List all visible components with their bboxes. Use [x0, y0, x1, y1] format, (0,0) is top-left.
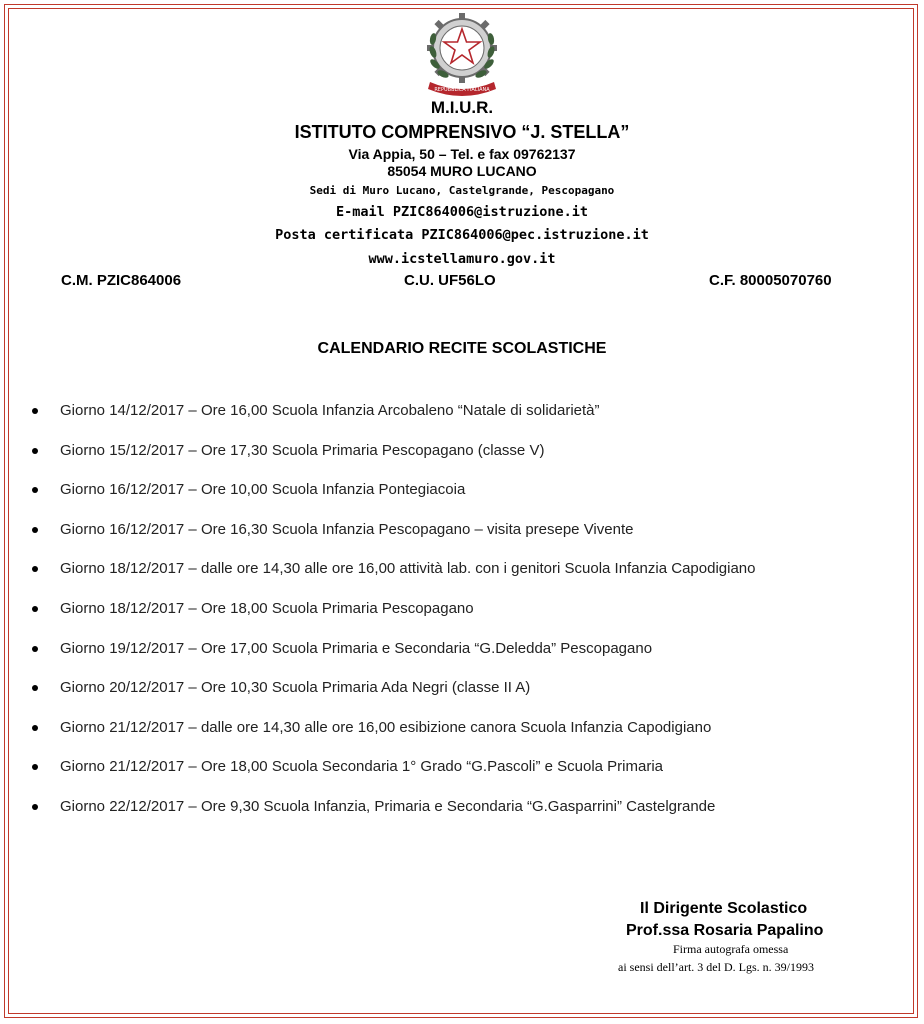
- school-email: E-mail PZIC864006@istruzione.it: [336, 204, 588, 220]
- list-item: [0, 677, 924, 717]
- list-item: [0, 796, 924, 836]
- list-item: [0, 400, 924, 440]
- event-text: Giorno 16/12/2017 – Ore 10,00 Scuola Infanzia Pontegiacoia: [60, 481, 466, 499]
- signature-legal-note: ai sensi dell’art. 3 del D. Lgs. n. 39/1993: [618, 960, 814, 974]
- event-text: Giorno 19/12/2017 – Ore 17,00 Scuola Primaria e Secondaria “G.Deledda” Pescopagano: [60, 639, 653, 657]
- list-item: [0, 440, 924, 480]
- event-text: Giorno 18/12/2017 – Ore 18,00 Scuola Primaria Pescopagano: [60, 599, 474, 617]
- school-city: 85054 MURO LUCANO: [387, 163, 537, 179]
- event-text: Giorno 22/12/2017 – Ore 9,30 Scuola Infanzia, Primaria e Secondaria “G.Gasparrini” Castelgrande: [60, 797, 716, 815]
- school-website: www.icstellamuro.gov.it: [368, 251, 556, 267]
- document-title: CALENDARIO RECITE SCOLASTICHE: [317, 340, 607, 357]
- school-cf-code: C.F. 80005070760: [709, 272, 832, 289]
- event-text: Giorno 21/12/2017 – Ore 18,00 Scuola Secondaria 1° Grado “G.Pascoli” e Scuola Primaria: [60, 758, 663, 776]
- event-text: Giorno 21/12/2017 – dalle ore 14,30 alle ore 16,00 esibizione canora Scuola Infanzia Capodigiano: [60, 718, 712, 736]
- bullet-icon: [32, 804, 38, 810]
- list-item: [0, 756, 924, 796]
- bullet-icon: [32, 606, 38, 612]
- bullet-icon: [32, 764, 38, 770]
- signature-note: Firma autografa omessa: [673, 942, 789, 956]
- list-item: [0, 598, 924, 638]
- list-item: [0, 558, 924, 598]
- school-pec: Posta certificata PZIC864006@pec.istruzione.it: [275, 227, 649, 243]
- bullet-icon: [32, 527, 38, 533]
- bullet-icon: [32, 487, 38, 493]
- school-cu-code: C.U. UF56LO: [404, 272, 496, 289]
- event-text: Giorno 16/12/2017 – Ore 16,30 Scuola Infanzia Pescopagano – visita presepe Vivente: [60, 520, 634, 538]
- list-item: [0, 519, 924, 559]
- school-cm-code: C.M. PZIC864006: [61, 272, 182, 289]
- bullet-icon: [32, 448, 38, 454]
- events-list: [0, 400, 924, 836]
- school-branches: Sedi di Muro Lucano, Castelgrande, Pescopagano: [309, 184, 615, 197]
- list-item: [0, 479, 924, 519]
- bullet-icon: [32, 566, 38, 572]
- bullet-icon: [32, 646, 38, 652]
- event-text: Giorno 20/12/2017 – Ore 10,30 Scuola Primaria Ada Negri (classe II A): [60, 679, 531, 697]
- signature-role: Il Dirigente Scolastico: [640, 900, 808, 917]
- event-text: Giorno 14/12/2017 – Ore 16,00 Scuola Infanzia Arcobaleno “Natale di solidarietà”: [60, 402, 600, 419]
- bullet-icon: [32, 685, 38, 691]
- event-text: Giorno 15/12/2017 – Ore 17,30 Scuola Primaria Pescopagano (classe V): [60, 441, 545, 459]
- italian-republic-emblem-icon: [424, 12, 500, 96]
- list-item: [0, 638, 924, 678]
- school-name: ISTITUTO COMPRENSIVO “J. STELLA”: [294, 122, 630, 142]
- signature-name: Prof.ssa Rosaria Papalino: [626, 922, 824, 939]
- school-address: Via Appia, 50 – Tel. e fax 09762137: [348, 146, 576, 162]
- bullet-icon: [32, 408, 38, 414]
- bullet-icon: [32, 725, 38, 731]
- emblem-ribbon-text: REPUBBLICA ITALIANA: [434, 87, 490, 93]
- ministry-name: M.I.U.R.: [430, 98, 494, 117]
- list-item: [0, 717, 924, 757]
- event-text: Giorno 18/12/2017 – dalle ore 14,30 alle ore 16,00 attività lab. con i genitori Scuola Infanzia Capodigiano: [60, 560, 756, 578]
